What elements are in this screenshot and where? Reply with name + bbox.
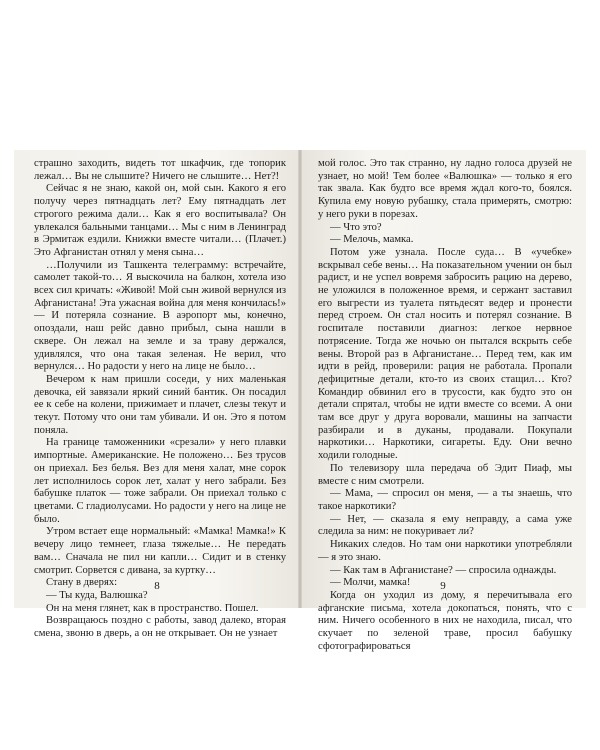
page-left bbox=[14, 150, 300, 640]
paragraph: Он на меня глянет, как в пространство. Пошел. bbox=[46, 602, 259, 614]
page-number-left: 8 bbox=[154, 580, 160, 592]
paragraph: Стану в дверях: bbox=[46, 577, 118, 589]
paragraph: Потом уже узнала. После суда… В «учебке» вскрывал себе вены… На показательном учении он был радист, и не успел вовремя забросить рацию на дерево, не уложился в положенное время, и сержант заставил его выгрести из туалета пятьдесят ведер и пронести перед строем. Он стал носить и потерял сознание. В госпитале поставили диагноз: легкое нервное потрясение. Тогда же ночью он пытался вскрыть себе вены. Второй раз в Афганистане… Перед тем, как им идти в рейд, проверили: рация не работала. Пропали дефицитные детали, кто-то из своих стащил… Кто? Командир обвинил его в трусости, как будто это он детали спрятал, чтобы не идти вместе со всеми. А они там все друг у друга воровали, машины на запчасти разбирали и в дуканы, продавали. Покупали наркотики… Наркотики, сигареты. Еду. Они вечно ходили голодные. bbox=[318, 246, 572, 462]
paragraph: — Мелочь, мамка. bbox=[330, 234, 414, 246]
paragraph: На границе таможенники «срезали» у него плавки импортные. Американские. Не положено… Без трусов он приехал. Без белья. Вез для меня халат, мне сорок лет исполнилось сорок лет, халат у него забрали. Без бабушке платок — тоже забрали. Он приехал только с цветами. С гладиолусами. Но радости у него на лице не было. bbox=[34, 437, 286, 525]
page-left-text bbox=[34, 158, 286, 641]
page-right bbox=[300, 150, 586, 652]
paragraph: — Молчи, мамка! bbox=[330, 577, 411, 589]
paragraph: Сейчас я не знаю, какой он, мой сын. Какого я его получу через пятнадцать лет? Ему пятнадцать лет строгого режима дали… Как я его воспитывала? Он увлекался бальными танцами… Мы с ним в Ленинград в Эрмитаж ездили. Книжки вместе читали… (Плачет.) Это Афганистан отнял у меня сына… bbox=[34, 183, 286, 258]
book-spine bbox=[298, 150, 302, 608]
paragraph: Когда он уходил из дому, я перечитывала его афганские письма, хотела докопаться, понять, что с ним. Ничего особенного в них не находила, писал, что скучает по зеленой траве, просил бабушку сфотографироваться bbox=[318, 589, 572, 652]
paragraph: По телевизору шла передача об Эдит Пиаф, мы вместе с ним смотрели. bbox=[318, 462, 572, 487]
paragraph: — Что это? bbox=[330, 221, 382, 233]
paragraph: Вечером к нам пришли соседи, у них маленькая девочка, ей завязали яркий синий бантик. Он посадил ее к себе на колени, прижимает и плачет, слезы текут и текут. Потому что они там убивали. И он. Это я потом поняла. bbox=[34, 373, 286, 436]
paragraph: Утром встает еще нормальный: «Мамка! Мамка!» К вечеру лицо темнеет, глаза тяжелые… Не передать вам… Сначала не пил ни капли… Сидит и в стенку смотрит. Сорвется с дивана, за куртку… bbox=[34, 526, 286, 576]
paragraph: — Ты куда, Валюшка? bbox=[46, 589, 148, 601]
paragraph: Возвращаюсь поздно с работы, завод далеко, вторая смена, звоню в дверь, а он не открывает. Он не узнает bbox=[34, 615, 286, 640]
paragraph: мой голос. Это так странно, ну ладно голоса друзей не узнает, но мой! Тем более «Валюшка» — только я его так звала. Как будто все время ждал кого-то, боялся. Купила ему новую рубашку, стала примерять, смотрю: у него руки в порезах. bbox=[318, 158, 572, 220]
book-spread bbox=[14, 150, 586, 652]
paragraph: — Мама, — спросил он меня, — а ты знаешь, что такое наркотики? bbox=[318, 488, 572, 512]
paragraph: Никаких следов. Но там они наркотики употребляли — я это знаю. bbox=[318, 539, 572, 563]
page-number-right: 9 bbox=[440, 580, 446, 592]
paragraph: — Как там в Афганистане? — спросила однажды. bbox=[330, 564, 557, 576]
paragraph: страшно заходить, видеть тот шкафчик, где топорик лежал… Вы не слышите? Ничего не слышите… Нет?! bbox=[34, 158, 286, 182]
paragraph: — Нет, — сказала я ему неправду, а сама уже следила за ним: не покуривает ли? bbox=[318, 513, 572, 538]
paragraph: …Получили из Ташкента телеграмму: встречайте, самолет такой-то… Я выскочила на балкон, хотела изо всех сил кричать: «Живой! Мой сын живой вернулся из Афганистана! Эта ужасная война для меня кончилась!» — И потеряла сознание. В аэропорт мы, конечно, опоздали, наш рейс давно прибыл, сына нашли в сквере. Он лежал на земле и за траву держался, удивлялся, что она такая зеленая. Не верил, что вернулся… Но радости у него на лице не было… bbox=[34, 259, 286, 373]
